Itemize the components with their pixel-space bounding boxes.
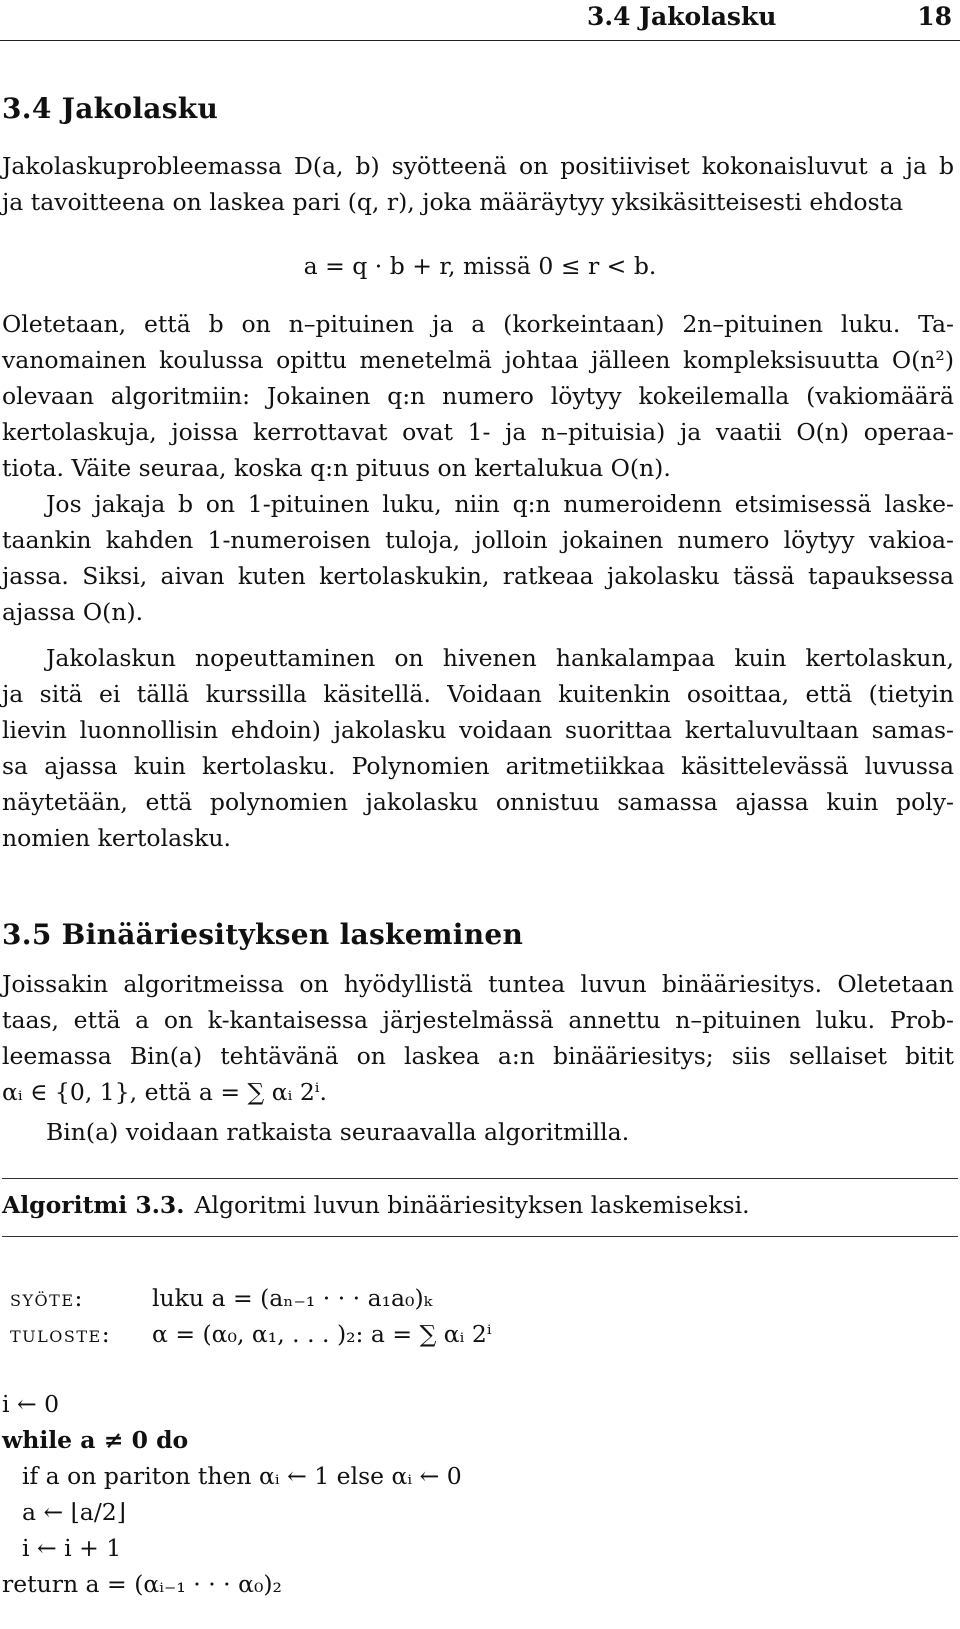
paragraph-one-digit-divisor	[2, 486, 954, 630]
section-title-3-5: 3.5 Binääriesityksen laskeminen	[2, 918, 524, 951]
division-equation: a = q · b + r, missä 0 ≤ r < b.	[303, 252, 657, 280]
text-line: tiota. Väite seuraa, koska q:n pituus on kertalukua O(n).	[2, 454, 671, 482]
input-value: luku a = (aₙ₋₁ · · · a₁a₀)ₖ	[152, 1284, 433, 1312]
paragraph-speedup	[2, 640, 954, 856]
code-line-if: if a on pariton then αᵢ ← 1 else αᵢ ← 0	[22, 1462, 462, 1490]
text-line: ajassa O(n).	[2, 598, 144, 626]
text-line: Jakolaskun nopeuttaminen on hivenen hankalampaa kuin kertolaskun,	[46, 644, 954, 672]
code-line-return: return a = (αᵢ₋₁ · · · α₀)₂	[2, 1570, 282, 1598]
paragraph-binary-representation	[2, 966, 954, 1110]
output-keyword: tuloste:	[10, 1320, 112, 1348]
intro-paragraph	[2, 148, 954, 220]
code-line-while: while a ≠ 0 do	[2, 1426, 189, 1454]
running-head	[587, 0, 952, 40]
text-line: Joissakin algoritmeissa on hyödyllistä tuntea luvun binääriesitys. Oletetaan	[2, 970, 954, 998]
code-line-increment: i ← i + 1	[22, 1534, 122, 1562]
paragraph-bin-solved	[2, 1114, 954, 1150]
section-title-3-4: 3.4 Jakolasku	[2, 92, 219, 125]
input-keyword: syöte:	[10, 1284, 84, 1312]
page-number: 18	[917, 2, 952, 31]
text-line: ja tavoitteena on laskea pari (q, r), joka määräytyy yksikäsitteisesti ehdosta	[2, 188, 904, 216]
text-line: jassa. Siksi, aivan kuten kertolaskukin, ratkeaa jakolasku tässä tapauksessa	[2, 562, 954, 590]
text-line: αᵢ ∈ {0, 1}, että a = ∑ αᵢ 2ⁱ.	[2, 1078, 327, 1106]
text-line: vanomainen koulussa opittu menetelmä johtaa jälleen kompleksisuutta O(n²)	[2, 346, 954, 374]
text-line: lievin luonnollisin ehdoin) jakolasku voidaan suorittaa kertaluvultaan samas-	[2, 716, 954, 744]
code-line-init: i ← 0	[2, 1390, 60, 1418]
output-value: α = (α₀, α₁, . . . )₂: a = ∑ αᵢ 2ⁱ	[152, 1320, 492, 1348]
algorithm-caption-text: Algoritmi luvun binääriesityksen laskemiseksi.	[194, 1191, 750, 1219]
text-line: olevaan algoritmiin: Jokainen q:n numero löytyy kokeilemalla (vakiomäärä	[2, 382, 954, 410]
algorithm-input	[10, 1280, 432, 1316]
text-line: nomien kertolasku.	[2, 824, 231, 852]
text-line: Jos jakaja b on 1-pituinen luku, niin q:n numeroidenn etsimisessä laske-	[46, 490, 954, 518]
text-line: sa ajassa kuin kertolasku. Polynomien aritmetiikkaa käsittelevässä luvussa	[2, 752, 954, 780]
text-line: näytetään, että polynomien jakolasku onnistuu samassa ajassa kuin poly-	[2, 788, 954, 816]
algorithm-mid-rule	[2, 1236, 958, 1237]
code-line-halve: a ← ⌊a/2⌋	[22, 1498, 126, 1526]
algorithm-caption	[2, 1188, 750, 1222]
text-line: Oletetaan, että b on n–pituinen ja a (korkeintaan) 2n–pituinen luku. Ta-	[2, 310, 954, 338]
running-head-section: 3.4 Jakolasku	[586, 2, 777, 31]
text-line: kertolaskuja, joissa kerrottavat ovat 1- ja n–pituisia) ja vaatii O(n) operaa-	[2, 418, 954, 446]
algorithm-code	[2, 1386, 462, 1602]
text-line: leemassa Bin(a) tehtävänä on laskea a:n binääriesitys; siis sellaiset bitit	[2, 1042, 954, 1070]
text-line: Jakolaskuprobleemassa D(a, b) syötteenä on positiiviset kokonaisluvut a ja b	[2, 152, 954, 180]
algorithm-label: Algoritmi 3.3.	[2, 1191, 185, 1219]
text-line: Bin(a) voidaan ratkaista seuraavalla algoritmilla.	[46, 1118, 630, 1146]
text-line: taas, että a on k-kantaisessa järjestelmässä annettu n–pituinen luku. Prob-	[2, 1006, 954, 1034]
algorithm-output	[10, 1316, 492, 1352]
text-line: ja sitä ei tällä kurssilla käsitellä. Voidaan kuitenkin osoittaa, että (tietyin	[2, 680, 954, 708]
algorithm-top-rule	[2, 1178, 958, 1179]
text-line: taankin kahden 1-numeroisen tuloja, jolloin jokainen numero löytyy vakioa-	[2, 526, 954, 554]
paragraph-complexity	[2, 306, 954, 486]
header-rule	[0, 40, 960, 41]
